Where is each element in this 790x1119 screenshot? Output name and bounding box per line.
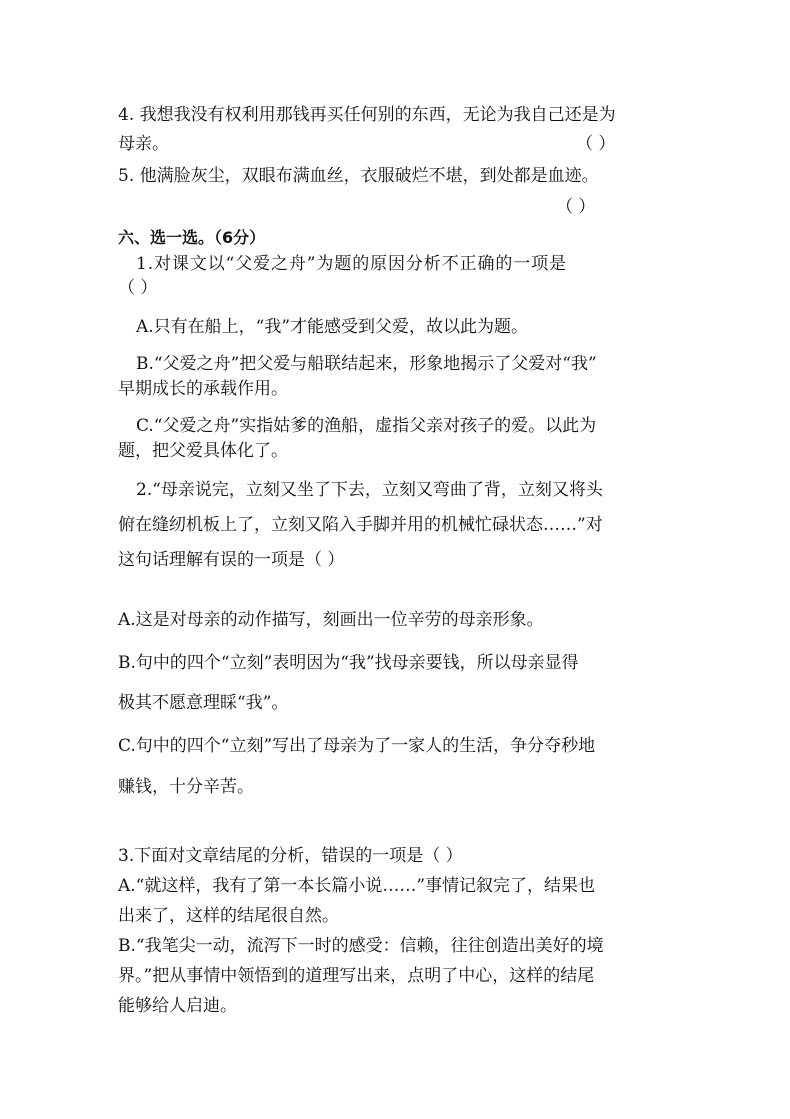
item3-stem: 3.下面对文章结尾的分析，错误的一项是（ ） xyxy=(118,846,463,866)
q4-answer-bracket: （ ） xyxy=(576,134,616,154)
item1-stem-line1: 1.对课文以“父爱之舟”为题的原因分析不正确的一项是 xyxy=(136,254,568,274)
q5-answer-bracket: （ ） xyxy=(556,197,596,217)
q4-line2: 母亲。 xyxy=(118,134,169,154)
q4-line1: 4. 我想我没有权利用那钱再买任何别的东西，无论为我自己还是为 xyxy=(118,105,616,125)
item1-option-c-line1: C.“父爱之舟”实指姑爹的渔船，虚指父亲对孩子的爱。以此为 xyxy=(136,416,597,436)
item1-option-b-line2: 早期成长的承载作用。 xyxy=(118,379,288,399)
item3-option-a-line2: 出来了，这样的结尾很自然。 xyxy=(118,906,339,926)
item2-option-b-line2: 极其不愿意理睬“我”。 xyxy=(118,693,289,713)
item3-option-b-line2: 界。”把从事情中领悟到的道理写出来，点明了中心，这样的结尾 xyxy=(118,966,595,986)
item3-option-b-line3: 能够给人启迪。 xyxy=(118,996,237,1016)
item3-option-a-line1: A.“就这样，我有了第一本长篇小说……”事情记叙完了，结果也 xyxy=(118,876,596,896)
item2-option-a: A.这是对母亲的动作描写，刻画出一位辛劳的母亲形象。 xyxy=(118,610,544,630)
item2-option-b-line1: B.句中的四个“立刻”表明因为“我”找母亲要钱，所以母亲显得 xyxy=(118,653,579,673)
item1-option-a: A.只有在船上，“我”才能感受到父爱，故以此为题。 xyxy=(136,317,529,337)
item2-option-c-line1: C.句中的四个“立刻”写出了母亲为了一家人的生活，争分夺秒地 xyxy=(118,736,596,756)
item1-stem-line2: （ ） xyxy=(118,278,158,298)
section-6-title: 六、选一选。（6分） xyxy=(118,228,266,247)
item2-option-c-line2: 赚钱，十分辛苦。 xyxy=(118,777,254,797)
item1-option-c-line2: 题，把父爱具体化了。 xyxy=(118,441,288,461)
item3-option-b-line1: B.“我笔尖一动，流泻下一时的感受：信赖，往往创造出美好的境 xyxy=(118,936,604,956)
item2-stem-line1: 2.“母亲说完，立刻又坐了下去，立刻又弯曲了背，立刻又将头 xyxy=(136,480,603,500)
item1-option-b-line1: B.“父爱之舟”把父爱与船联结起来，形象地揭示了父爱对“我” xyxy=(136,354,597,374)
item2-stem-line2: 俯在缝纫机板上了，立刻又陷入手脚并用的机械忙碌状态……”对 xyxy=(118,515,603,535)
q5-line1: 5. 他满脸灰尘，双眼布满血丝，衣服破烂不堪，到处都是血迹。 xyxy=(118,166,599,186)
item2-stem-line3: 这句话理解有误的一项是（ ） xyxy=(118,550,345,570)
